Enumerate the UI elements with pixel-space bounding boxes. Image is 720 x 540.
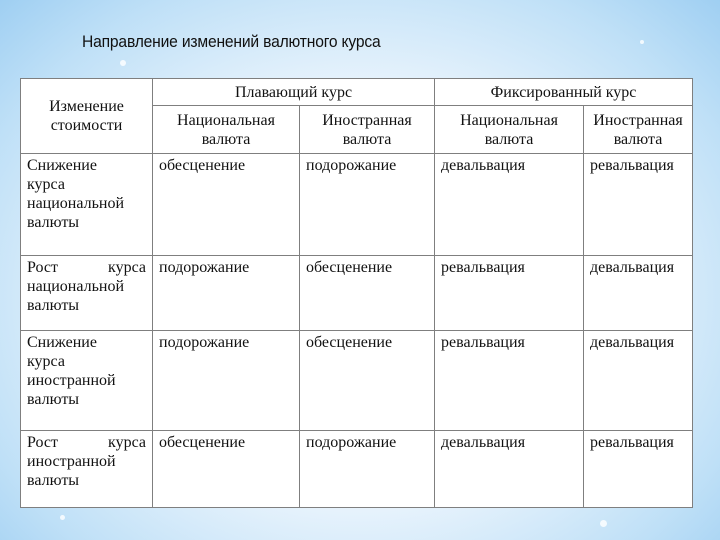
row-label-line1: Рост курса [27,434,146,451]
background-sparkle [120,60,126,66]
cell-fixed-foreign: ревальвация [584,154,693,256]
row-label [21,256,153,331]
table-row [21,154,693,256]
header-fixed-foreign: Иностранная валюта [584,106,693,154]
cell-fixed-foreign: ревальвация [584,431,693,508]
row-label-rest: курса иностранной валюты [27,353,116,408]
row-label-line1: Снижение [27,157,97,174]
header-fixed-national: Национальная валюта [435,106,584,154]
cell-float-national: обесценение [153,154,300,256]
page-title: Направление изменений валютного курса [82,32,381,51]
background-sparkle [60,515,65,520]
background-sparkle [640,40,644,44]
row-label [21,154,153,256]
header-floating: Плавающий курс [153,79,435,106]
header-fixed: Фиксированный курс [435,79,693,106]
row-label-line1: Рост курса [27,259,146,276]
cell-fixed-national: ревальвация [435,256,584,331]
currency-change-table [20,78,693,508]
cell-fixed-foreign: девальвация [584,331,693,431]
header-change-col: Изменение стоимости [21,79,153,154]
background-sparkle [600,520,607,527]
row-label-rest: курса национальной валюты [27,176,124,231]
table-row [21,431,693,508]
cell-float-national: подорожание [153,331,300,431]
row-label-line1: Снижение [27,334,97,351]
header-floating-foreign: Иностранная валюта [300,106,435,154]
row-label [21,331,153,431]
table-row [21,331,693,431]
cell-float-foreign: обесценение [300,256,435,331]
cell-fixed-national: девальвация [435,431,584,508]
cell-fixed-foreign: девальвация [584,256,693,331]
row-label-rest: национальной валюты [27,278,124,314]
cell-float-national: обесценение [153,431,300,508]
cell-float-foreign: подорожание [300,431,435,508]
table-row [21,256,693,331]
cell-fixed-national: девальвация [435,154,584,256]
header-floating-national: Национальная валюта [153,106,300,154]
cell-fixed-national: ревальвация [435,331,584,431]
cell-float-foreign: обесценение [300,331,435,431]
row-label [21,431,153,508]
cell-float-national: подорожание [153,256,300,331]
header-row [21,79,693,106]
cell-float-foreign: подорожание [300,154,435,256]
row-label-rest: иностранной валюты [27,453,116,489]
